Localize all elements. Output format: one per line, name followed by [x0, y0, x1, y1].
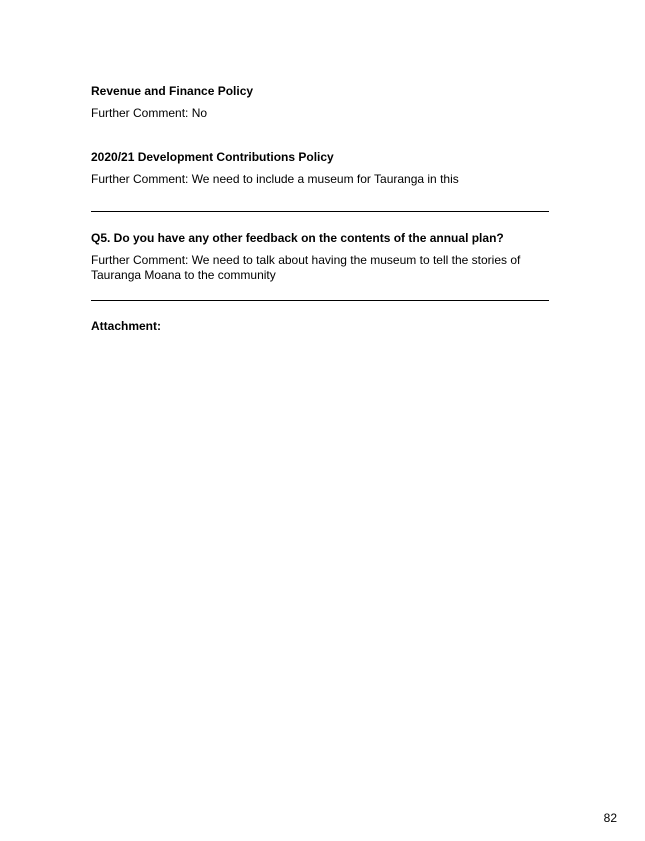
section-heading-revenue-finance-policy: Revenue and Finance Policy: [91, 84, 254, 98]
section-comment-development-contributions-policy: Further Comment: We need to include a museum for Tauranga in this: [91, 172, 459, 186]
section-heading-development-contributions-policy: 2020/21 Development Contributions Policy: [91, 150, 334, 164]
section-comment-q5-feedback: Further Comment: We need to talk about having the museum to tell the stories of Tauranga Moana to the community: [91, 253, 521, 282]
divider-line: [91, 211, 549, 212]
page-number: 82: [603, 811, 617, 825]
attachment-label: Attachment:: [91, 319, 162, 333]
divider-line: [91, 300, 549, 301]
section-heading-q5-feedback: Q5. Do you have any other feedback on the contents of the annual plan?: [91, 231, 504, 245]
section-comment-revenue-finance-policy: Further Comment: No: [91, 106, 208, 120]
